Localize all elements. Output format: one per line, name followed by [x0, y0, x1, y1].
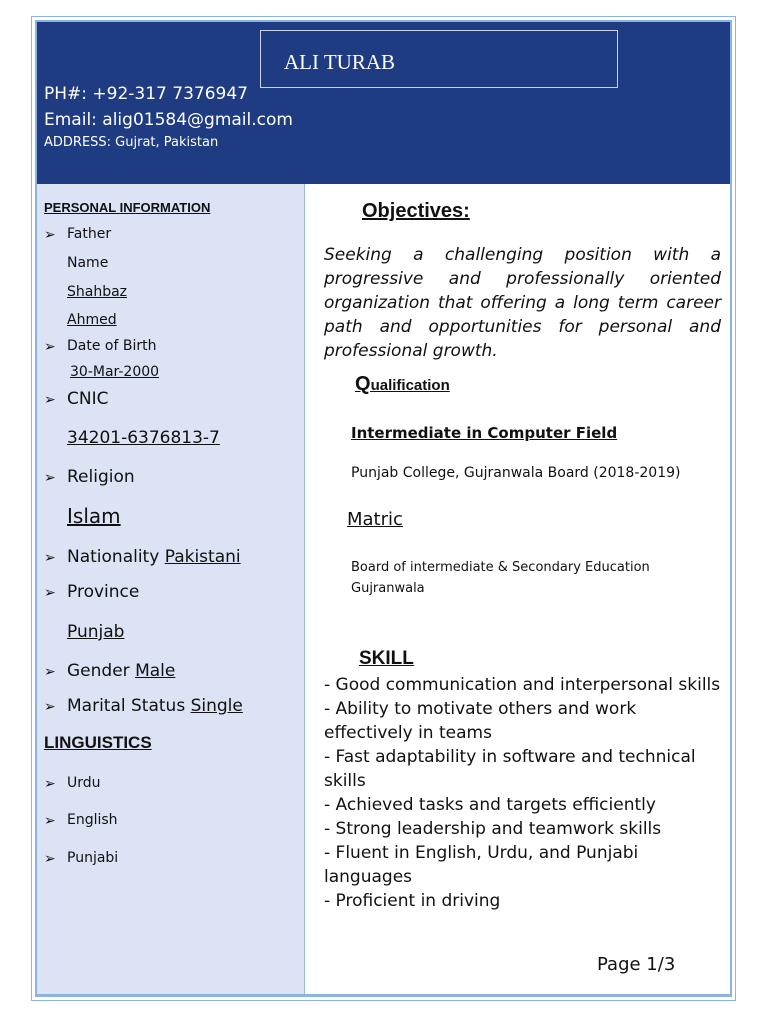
arrow-icon: ➢	[44, 549, 56, 565]
dob-value: 30-Mar-2000	[70, 364, 160, 380]
qual1-title: Intermediate in Computer Field	[351, 424, 618, 442]
arrow-icon: ➢	[44, 391, 56, 407]
skill-item: - Fast adaptability in software and technical skills	[324, 747, 696, 791]
language-item: English	[67, 812, 118, 828]
arrow-icon: ➢	[44, 226, 56, 242]
skill-item: - Strong leadership and teamwork skills	[324, 819, 662, 839]
skill-item: - Proficient in driving	[324, 891, 501, 911]
skill-item: - Achieved tasks and targets efficiently	[324, 795, 656, 815]
skill-item: - Good communication and interpersonal skills	[324, 675, 721, 695]
qual2-detail-bold: Board of intermediate & Secondary	[351, 560, 581, 575]
father-last-name: Ahmed	[67, 312, 117, 328]
arrow-icon: ➢	[44, 812, 56, 828]
qualification-heading	[324, 373, 450, 396]
father-label: Father	[67, 226, 112, 242]
qual2-title: Matric	[347, 509, 403, 530]
cnic-label: CNIC	[67, 389, 109, 409]
email-text: Email: alig01584@gmail.com	[44, 110, 293, 130]
marital-label: Marital Status	[67, 696, 186, 716]
qualification-initial: Q	[355, 373, 371, 395]
page-number: Page 1/3	[597, 954, 676, 975]
name-title: ALI TURAB	[260, 30, 618, 88]
skill-item: - Ability to motivate others and work effectively in teams	[324, 699, 637, 743]
religion-value: Islam	[67, 504, 121, 528]
objectives-heading: Objectives:	[362, 200, 470, 222]
skill-item: - Fluent in English, Urdu, and Punjabi languages	[324, 843, 639, 887]
arrow-icon: ➢	[44, 469, 56, 485]
gender-label: Gender	[67, 661, 130, 681]
marital-value: Single	[190, 696, 243, 716]
gender-row	[67, 661, 175, 681]
nationality-value: Pakistani	[164, 547, 241, 567]
arrow-icon: ➢	[44, 850, 56, 866]
qual1-detail: Punjab College, Gujranwala Board (2018-2019)	[351, 465, 681, 481]
arrow-icon: ➢	[44, 775, 56, 791]
personal-info-heading: PERSONAL INFORMATION	[44, 200, 211, 215]
skills-list	[324, 673, 724, 913]
objectives-text: Seeking a challenging position with a progressive and professionally oriented organization that offering a long term career path and opportunities for personal and professional growth.	[324, 245, 721, 361]
bottom-rule	[37, 994, 730, 996]
marital-row	[67, 696, 243, 716]
language-item: Punjabi	[67, 850, 119, 866]
province-value: Punjab	[67, 622, 125, 642]
nationality-label: Nationality	[67, 547, 160, 567]
qual2-detail-line2: Gujranwala	[351, 581, 425, 596]
address-text: ADDRESS: Gujrat, Pakistan	[44, 135, 219, 150]
qual2-detail-rest: Education	[580, 560, 650, 575]
arrow-icon: ➢	[44, 698, 56, 714]
religion-label: Religion	[67, 467, 135, 487]
language-item: Urdu	[67, 775, 101, 791]
arrow-icon: ➢	[44, 584, 56, 600]
father-first-name: Shahbaz	[67, 284, 128, 300]
arrow-icon: ➢	[44, 663, 56, 679]
qual2-detail	[351, 560, 650, 575]
skill-heading: SKILL	[359, 648, 414, 669]
nationality-row	[67, 547, 241, 567]
gender-value: Male	[135, 661, 176, 681]
cnic-value: 34201-6376813-7	[67, 428, 220, 448]
arrow-icon: ➢	[44, 338, 56, 354]
qualification-rest: ualification	[370, 377, 450, 394]
province-label: Province	[67, 582, 140, 602]
phone-text: PH#: +92-317 7376947	[44, 84, 248, 104]
name-label: Name	[67, 255, 109, 271]
dob-label: Date of Birth	[67, 338, 157, 354]
linguistics-heading: LINGUISTICS	[44, 733, 152, 752]
